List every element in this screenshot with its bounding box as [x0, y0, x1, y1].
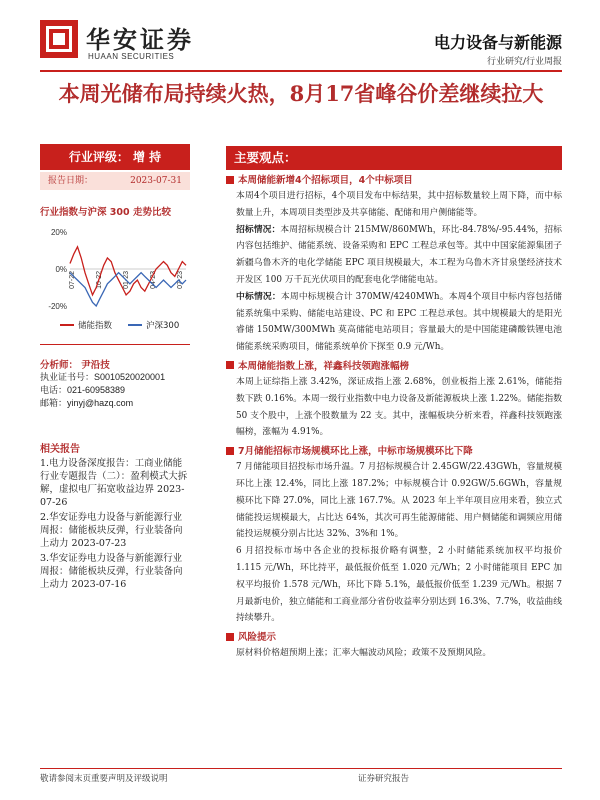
section-title-text: 风险提示 — [238, 632, 277, 644]
related-report-item[interactable]: 2.华安证券电力设备与新能源行业周报：储能板块反弹，行业装备向上动力 2023-07-23 — [40, 512, 183, 549]
y-tick-label: -20% — [48, 302, 67, 311]
chart-title: 行业指数与沪深 300 走势比较 — [40, 207, 171, 218]
paragraph-lead: 中标情况： — [236, 291, 281, 302]
logo-chinese-name: 华安证券 — [86, 25, 194, 54]
section-title-text: 本周储能新增4个招标项目，4个中标项目 — [238, 175, 413, 186]
y-tick-label: 0% — [55, 265, 67, 274]
main-content — [226, 146, 562, 662]
x-tick-label: 07-23 — [177, 271, 184, 289]
paragraph: 原材料价格超预期上涨；汇率大幅波动风险；政策不及预期风险。 — [236, 648, 492, 659]
key-points-header: 主要观点： — [226, 146, 562, 170]
x-tick-label: 04-23 — [150, 271, 157, 289]
footer-divider — [40, 768, 562, 769]
analyst-name: 分析师： 尹沿技 — [40, 360, 110, 371]
section-title — [226, 631, 562, 645]
report-date — [40, 172, 190, 190]
x-tick-label: 01-23 — [123, 271, 130, 289]
report-type: 行业研究/行业周报 — [486, 57, 562, 67]
report-title: 本周光储布局持续火热，8月17省峰谷价差继续拉大 — [58, 81, 544, 106]
company-logo-icon — [40, 20, 78, 58]
related-report-item[interactable]: 3.华安证券电力设备与新能源行业周报：储能板块反弹，行业装备向上动力 2023-07-16 — [40, 553, 183, 590]
y-tick-label: 20% — [50, 228, 67, 237]
report-date-value: 2023-07-31 — [130, 176, 182, 186]
related-report-item[interactable]: 1.电力设备深度报告：工商业储能行业专题报告（二）：盈利模式大拆解，虚拟电厂拓宽收益边界 2023-07-26 — [40, 458, 188, 508]
header-divider — [40, 70, 562, 72]
chart-svg — [40, 224, 190, 342]
x-tick-label: 07-22 — [69, 271, 76, 289]
section-title-text: 本周储能指数上涨，祥鑫科技领跑涨幅榜 — [238, 360, 410, 372]
paragraph-text: 本周招标规模合计 215MW/860MWh，环比-84.78%/-95.44%，招标内容包括维护、储能系统、设备采购和 EPC 工程总承包等。其中中国家能源集团子新疆乌鲁木齐的电化学储能 EPC 项目规模最大，本工程为乌鲁木齐甘泉堡经济技术开发区 100 万千瓦光伏项目的配套电化学储能电站。 — [236, 224, 562, 285]
analyst-email[interactable]: 邮箱：yinyj@hazq.com — [40, 398, 134, 408]
paragraph-text: 本周中标规模合计 370MW/4240MWh。本周4个项目中标内容包括储能系统集中采购、储能电站建设、PC 和 EPC 工程总承包。其中规模最大的是阳光睿储 150MW/300MWh 莫高储能电站项目；容量最大的是中国能建磷酸铁锂电池储能系统采购项目，储能系统单价下探至 0.9 元/Wh。 — [236, 291, 562, 353]
left-divider — [40, 344, 190, 345]
x-tick-label: 10-22 — [96, 271, 103, 289]
related-reports-title: 相关报告 — [40, 444, 80, 455]
index-comparison-chart — [40, 224, 190, 342]
industry-rating: 行业评级： 增 持 — [40, 144, 190, 170]
paragraph: 本周上证综指上涨 3.42%，深证成指上涨 2.68%，创业板指上涨 2.61%，储能指数下跌 0.16%。本周一级行业指数中电力设备及新能源板块上涨 1.22%。储能指数 50 支个股中，上涨个股数量为 22 支。其中，涨幅板块分析来看，祥鑫科技领跑涨幅榜，涨幅为 4.91%。 — [236, 376, 562, 438]
legend-label: 沪深300 — [146, 321, 180, 331]
bullet-icon — [226, 361, 234, 369]
bullet-icon — [226, 176, 234, 184]
paragraph: 6 月招投标市场中各企业的投标报价略有调整，2 小时储能系统加权平均报价 1.115 元/Wh，环比持平，最低报价低至 1.020 元/Wh；2 小时储能项目 EPC 加权平均报价 1.578 元/Wh，环比下降 5.1%，最低报价低至 1.239 元/Wh。根据 7 月最新电价，独立储能和工商业部分省份收益率分别达到 16.3%、7.7%，收益曲线持续攀升。 — [236, 546, 562, 624]
paragraph: 本周4个项目进行招标，4个项目发布中标结果，其中招标数量较上周下降，而中标数量上升，本周项目类型涉及共享储能、配储和用户侧储能等。 — [236, 191, 562, 218]
analyst-phone: 电话：021-60958389 — [40, 385, 126, 395]
footer-disclaimer: 敬请参阅末页重要声明及评级说明 — [40, 774, 168, 784]
legend-label: 储能指数 — [78, 321, 113, 331]
logo-english-name: HUAAN SECURITIES — [88, 52, 175, 61]
left-sidebar — [40, 144, 190, 591]
bullet-icon — [226, 447, 234, 455]
section-title — [226, 174, 562, 188]
bullet-icon — [226, 633, 234, 641]
paragraph: 7 月储能项目招投标市场升温。7 月招标规模合计 2.45GW/22.43GWh，容量规模环比上涨 12.4%，同比上涨 187.2%；中标规模合计 0.92GW/5.6GWh，容量规模环比下降 27.0%，同比上涨 167.7%。从 2023 年上半年项目应用来看，独立式储能投运规模最大，占比达 64%，其次可再生能源储能、用户侧储能和调频应用储能投运规模分别占比达 32%、3%和 1%。 — [236, 462, 562, 540]
report-date-label: 报告日期： — [48, 176, 94, 186]
section-title — [226, 445, 562, 459]
page-header — [0, 0, 600, 74]
analyst-cert: 执业证书号：S0010520020001 — [40, 372, 166, 382]
section-title — [226, 360, 562, 374]
section-title-text: 7月储能招标市场规模环比上涨，中标市场规模环比下降 — [238, 446, 473, 458]
sector-title: 电力设备与新能源 — [433, 33, 562, 52]
paragraph — [226, 289, 562, 356]
paragraph — [226, 222, 562, 289]
paragraph-lead: 招标情况： — [236, 224, 281, 235]
footer-label: 证券研究报告 — [358, 774, 410, 784]
